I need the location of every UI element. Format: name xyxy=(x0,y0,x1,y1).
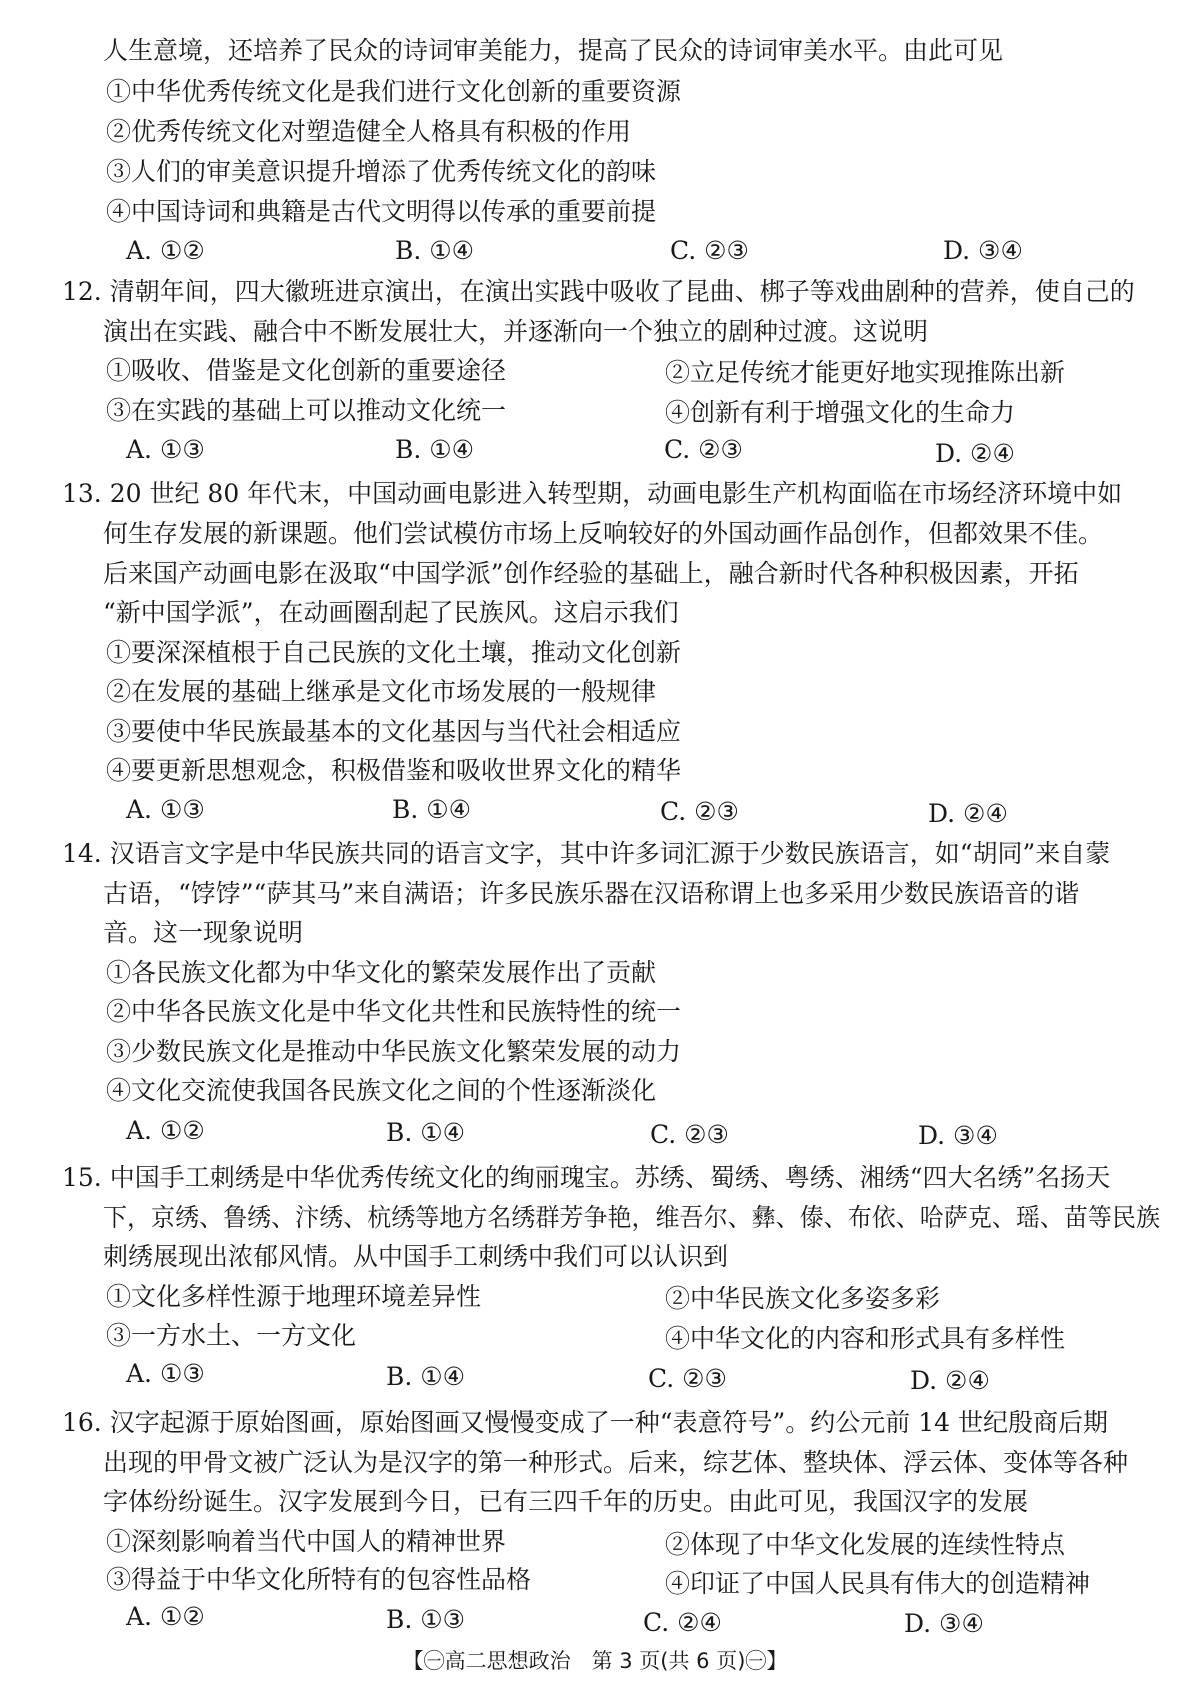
q15-statement-4: ④中华文化的内容和形式具有多样性 xyxy=(665,1324,1066,1353)
q16-stem-line-3: 字体纷纷诞生。汉字发展到今日，已有三四千年的历史。由此可见，我国汉字的发展 xyxy=(103,1487,1029,1516)
q11-statement-1: ①中华优秀传统文化是我们进行文化创新的重要资源 xyxy=(106,77,682,106)
q12-statement-2: ②立足传统才能更好地实现推陈出新 xyxy=(665,358,1066,387)
page-footer: 【㊀高二思想政治 第 3 页(共 6 页)㊀】 xyxy=(402,1649,788,1673)
q13-statement-4: ④要更新思想观念，积极借鉴和吸收世界文化的精华 xyxy=(106,756,682,785)
q13-stem-line-4: “新中国学派”，在动画圈刮起了民族风。这启示我们 xyxy=(103,598,679,627)
q12-stem-line-2: 演出在实践、融合中不断发展壮大，并逐渐向一个独立的剧种过渡。这说明 xyxy=(103,317,929,346)
q12-statement-3: ③在实践的基础上可以推动文化统一 xyxy=(106,396,507,425)
q13-stem-line-2: 何生存发展的新课题。他们尝试模仿市场上反响较好的外国动画作品创作，但都效果不佳。 xyxy=(103,519,1104,548)
q16-option-d: D. ③④ xyxy=(904,1609,984,1638)
q15-stem-line-1: 15. 中国手工刺绣是中华优秀传统文化的绚丽瑰宝。苏绣、蜀绣、粤绣、湘绣“四大名绣”名扬天 xyxy=(62,1163,1111,1192)
q15-option-b: B. ①④ xyxy=(386,1362,466,1391)
q14-statement-1: ①各民族文化都为中华文化的繁荣发展作出了贡献 xyxy=(106,958,657,987)
q13-option-d: D. ②④ xyxy=(928,799,1008,828)
q13-statement-1: ①要深深植根于自己民族的文化土壤，推动文化创新 xyxy=(106,638,682,667)
q15-stem-line-3: 刺绣展现出浓郁风情。从中国手工刺绣中我们可以认识到 xyxy=(103,1242,729,1271)
q15-statement-1: ①文化多样性源于地理环境差异性 xyxy=(106,1282,482,1311)
q14-stem-line-2: 古语，“饽饽”“萨其马”来自满语；许多民族乐器在汉语称谓上也多采用少数民族语音的谐 xyxy=(103,879,1080,908)
q11-option-d: D. ③④ xyxy=(943,236,1023,265)
q13-statement-3: ③要使中华民族最基本的文化基因与当代社会相适应 xyxy=(106,717,682,746)
q13-option-c: C. ②③ xyxy=(660,797,739,826)
q12-option-d: D. ②④ xyxy=(935,439,1015,468)
q16-stem-line-1: 16. 汉字起源于原始图画，原始图画又慢慢变成了一种“表意符号”。约公元前 14 世纪殷商后期 xyxy=(62,1408,1108,1437)
q11-statement-4: ④中国诗词和典籍是古代文明得以传承的重要前提 xyxy=(106,197,657,226)
q12-statement-1: ①吸收、借鉴是文化创新的重要途径 xyxy=(106,356,507,385)
q11-option-b: B. ①④ xyxy=(395,236,475,265)
q15-stem-line-2: 下，京绣、鲁绣、汴绣、杭绣等地方名绣群芳争艳，维吾尔、彝、傣、布依、哈萨克、瑶、苗等民族 xyxy=(103,1203,1161,1232)
q12-statement-4: ④创新有利于增强文化的生命力 xyxy=(665,398,1016,427)
q14-option-a: A. ①② xyxy=(126,1116,205,1145)
q14-statement-3: ③少数民族文化是推动中华民族文化繁荣发展的动力 xyxy=(106,1037,682,1066)
q13-option-a: A. ①③ xyxy=(126,795,205,824)
q15-statement-3: ③一方水土、一方文化 xyxy=(106,1321,357,1350)
q11-option-c: C. ②③ xyxy=(670,236,749,265)
q16-option-b: B. ①③ xyxy=(386,1605,466,1634)
q16-statement-2: ②体现了中华文化发展的连续性特点 xyxy=(665,1530,1066,1559)
q16-statement-3: ③得益于中华文化所特有的包容性品格 xyxy=(106,1565,532,1594)
q15-option-d: D. ②④ xyxy=(910,1366,990,1395)
q13-stem-line-1: 13. 20 世纪 80 年代末，中国动画电影进入转型期，动画电影生产机构面临在市场经济环境中如 xyxy=(62,479,1123,508)
q13-stem-line-3: 后来国产动画电影在汲取“中国学派”创作经验的基础上，融合新时代各种积极因素，开拓 xyxy=(103,559,1079,588)
q12-option-a: A. ①③ xyxy=(126,435,205,464)
q16-option-a: A. ①② xyxy=(126,1602,205,1631)
q16-stem-line-2: 出现的甲骨文被广泛认为是汉字的第一种形式。后来，综艺体、整块体、浮云体、变体等各种 xyxy=(103,1448,1129,1477)
q15-statement-2: ②中华民族文化多姿多彩 xyxy=(665,1284,941,1313)
q14-option-b: B. ①④ xyxy=(386,1118,466,1147)
q14-stem-line-1: 14. 汉语言文字是中华民族共同的语言文字，其中许多词汇源于少数民族语言，如“胡同”来自蒙 xyxy=(62,839,1111,868)
q12-option-b: B. ①④ xyxy=(395,435,475,464)
q16-statement-4: ④印证了中国人民具有伟大的创造精神 xyxy=(665,1569,1091,1598)
q14-statement-4: ④文化交流使我国各民族文化之间的个性逐渐淡化 xyxy=(106,1076,657,1105)
q12-option-c: C. ②③ xyxy=(664,435,743,464)
q11-statement-2: ②优秀传统文化对塑造健全人格具有积极的作用 xyxy=(106,117,632,146)
q15-option-c: C. ②③ xyxy=(648,1364,727,1393)
q15-option-a: A. ①③ xyxy=(126,1359,205,1388)
q11-stem-tail: 人生意境，还培养了民众的诗词审美能力，提高了民众的诗词审美水平。由此可见 xyxy=(103,36,1004,65)
q14-statement-2: ②中华各民族文化是中华文化共性和民族特性的统一 xyxy=(106,997,682,1026)
q16-option-c: C. ②④ xyxy=(643,1608,722,1637)
q14-option-c: C. ②③ xyxy=(650,1120,729,1149)
q12-stem-line-1: 12. 清朝年间，四大徽班进京演出，在演出实践中吸收了昆曲、梆子等戏曲剧种的营养，使自己的 xyxy=(62,277,1135,306)
q13-statement-2: ②在发展的基础上继承是文化市场发展的一般规律 xyxy=(106,677,657,706)
q14-stem-line-3: 音。这一现象说明 xyxy=(103,918,304,947)
q11-statement-3: ③人们的审美意识提升增添了优秀传统文化的韵味 xyxy=(106,157,657,186)
q13-option-b: B. ①④ xyxy=(392,795,472,824)
q16-statement-1: ①深刻影响着当代中国人的精神世界 xyxy=(106,1527,507,1556)
q11-option-a: A. ①② xyxy=(126,236,205,265)
q14-option-d: D. ③④ xyxy=(918,1121,998,1150)
